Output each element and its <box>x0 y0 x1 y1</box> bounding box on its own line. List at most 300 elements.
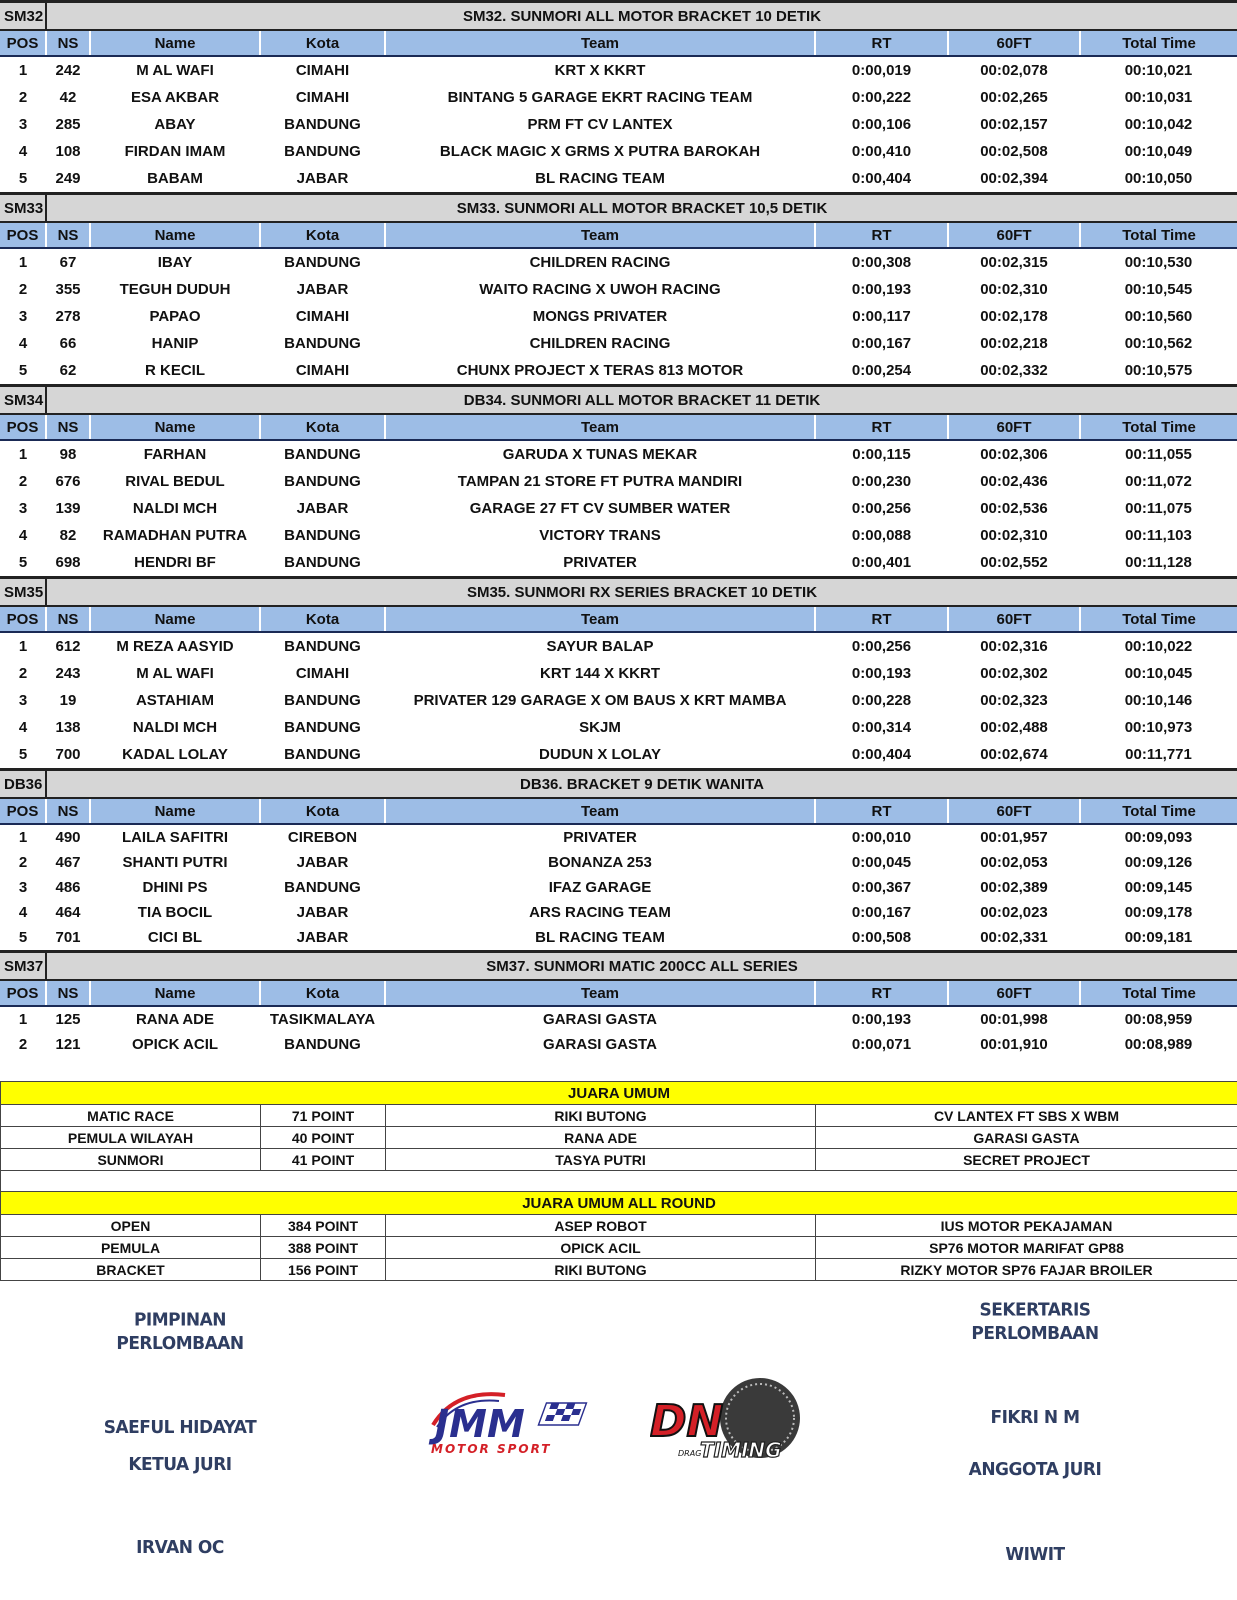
cell-60ft: 00:02,078 <box>980 62 1048 79</box>
cell-60ft: 00:02,310 <box>980 527 1048 544</box>
cell-rt: 0:00,367 <box>851 879 912 896</box>
cell-ns: 42 <box>59 89 77 106</box>
table-row <box>0 138 1237 165</box>
jmm-logo-text: JMM <box>435 1402 525 1446</box>
cell-kota: BANDUNG <box>284 746 361 763</box>
column-header-total-time: Total Time <box>1080 30 1237 56</box>
cell-team: ARS RACING TEAM <box>529 904 671 921</box>
summary-row <box>1 1259 1237 1281</box>
cell-ns: 490 <box>55 829 81 846</box>
column-header-name: Name <box>90 30 260 56</box>
cell-total-time: 00:09,126 <box>1124 854 1193 871</box>
summary-blank-row <box>1 1171 1237 1192</box>
cell-kota: BANDUNG <box>284 719 361 736</box>
cell-total-time: 00:09,181 <box>1124 929 1193 946</box>
column-header-name: Name <box>90 798 260 824</box>
table-row <box>0 741 1237 770</box>
cell-team: KRT X KKRT <box>554 62 646 79</box>
cell-ns: 62 <box>59 362 77 379</box>
column-header-ns: NS <box>46 798 90 824</box>
table-row <box>0 111 1237 138</box>
cell-pos: 4 <box>18 719 28 736</box>
cell-rt: 0:00,088 <box>851 527 912 544</box>
summary-cell-team: SECRET PROJECT <box>816 1149 1237 1171</box>
cell-kota: BANDUNG <box>284 116 361 133</box>
cell-name: RIVAL BEDUL <box>125 473 225 490</box>
cell-team: CHILDREN RACING <box>529 254 671 271</box>
column-header-team: Team <box>385 414 815 440</box>
cell-kota: CIMAHI <box>295 362 350 379</box>
cell-rt: 0:00,256 <box>851 638 912 655</box>
cell-ns: 98 <box>59 446 77 463</box>
cell-team: GARUDA X TUNAS MEKAR <box>502 446 698 463</box>
cell-name: FIRDAN IMAM <box>124 143 226 160</box>
cell-total-time: 00:11,055 <box>1125 446 1192 463</box>
summary-title: JUARA UMUM ALL ROUND <box>1 1192 1237 1215</box>
cell-rt: 0:00,019 <box>851 62 912 79</box>
cell-name: CICI BL <box>147 929 203 946</box>
cell-60ft: 00:02,178 <box>980 308 1048 325</box>
cell-total-time: 00:11,075 <box>1125 500 1192 517</box>
cell-pos: 3 <box>18 308 28 325</box>
summary-title: JUARA UMUM <box>1 1082 1237 1105</box>
summary-row <box>1 1105 1237 1127</box>
cell-team: SAYUR BALAP <box>546 638 654 655</box>
cell-name: RAMADHAN PUTRA <box>102 527 248 544</box>
cell-pos: 2 <box>18 665 28 682</box>
column-header-rt: RT <box>815 798 948 824</box>
cell-name: M REZA AASYID <box>116 638 234 655</box>
column-header-team: Team <box>385 222 815 248</box>
signature-left-role: PIMPINAN PERLOMBAAN <box>116 1309 244 1355</box>
cell-team: BL RACING TEAM <box>535 170 665 187</box>
cell-rt: 0:00,256 <box>851 500 912 517</box>
jmm-motorsport-logo <box>425 1385 605 1465</box>
cell-name: ABAY <box>154 116 196 133</box>
cell-60ft: 00:01,910 <box>980 1036 1048 1053</box>
column-header-row <box>0 414 1237 440</box>
cell-60ft: 00:02,552 <box>980 554 1048 571</box>
cell-ns: 701 <box>55 929 81 946</box>
cell-kota: BANDUNG <box>284 446 361 463</box>
cell-team: GARASI GASTA <box>543 1011 657 1028</box>
table-row <box>0 660 1237 687</box>
column-header-row <box>0 980 1237 1006</box>
signature-left-role2: KETUA JURI <box>128 1454 232 1476</box>
cell-rt: 0:00,230 <box>851 473 912 490</box>
column-header-60ft: 60FT <box>948 222 1080 248</box>
cell-total-time: 00:11,128 <box>1125 554 1192 571</box>
cell-ns: 121 <box>55 1036 81 1053</box>
cell-ns: 467 <box>55 854 81 871</box>
cell-ns: 242 <box>55 62 81 79</box>
column-header-60ft: 60FT <box>948 30 1080 56</box>
section-code: SM34 <box>0 386 46 415</box>
cell-pos: 1 <box>18 62 28 79</box>
signature-right-name: FIKRI N M <box>990 1407 1080 1429</box>
section-code: SM32 <box>0 2 46 31</box>
cell-name: PAPAO <box>149 308 201 325</box>
summary-cell-rider: RANA ADE <box>386 1127 816 1149</box>
cell-team: PRIVATER <box>563 554 637 571</box>
cell-team: CHUNX PROJECT X TERAS 813 MOTOR <box>456 362 744 379</box>
column-header-kota: Kota <box>260 414 385 440</box>
cell-pos: 1 <box>18 829 28 846</box>
column-header-pos: POS <box>0 798 46 824</box>
cell-total-time: 00:10,022 <box>1124 638 1193 655</box>
blank-cell <box>1 1171 1237 1192</box>
cell-rt: 0:00,193 <box>851 1011 912 1028</box>
column-header-ns: NS <box>46 606 90 632</box>
cell-kota: JABAR <box>296 281 349 298</box>
cell-team: DUDUN X LOLAY <box>539 746 661 763</box>
cell-60ft: 00:02,302 <box>980 665 1048 682</box>
summary-cell-team: RIZKY MOTOR SP76 FAJAR BROILER <box>816 1259 1237 1281</box>
table-row <box>0 276 1237 303</box>
cell-kota: JABAR <box>296 929 349 946</box>
cell-total-time: 00:08,989 <box>1124 1036 1193 1053</box>
cell-total-time: 00:10,021 <box>1124 62 1193 79</box>
cell-pos: 4 <box>18 904 28 921</box>
column-header-name: Name <box>90 606 260 632</box>
column-header-rt: RT <box>815 606 948 632</box>
cell-60ft: 00:02,316 <box>980 638 1048 655</box>
table-row <box>0 84 1237 111</box>
cell-ns: 278 <box>55 308 81 325</box>
cell-ns: 285 <box>55 116 81 133</box>
column-header-pos: POS <box>0 606 46 632</box>
cell-kota: CIMAHI <box>295 308 350 325</box>
table-row <box>0 1032 1237 1057</box>
table-row <box>0 549 1237 578</box>
column-header-60ft: 60FT <box>948 414 1080 440</box>
summary-cell-team: GARASI GASTA <box>816 1127 1237 1149</box>
cell-rt: 0:00,254 <box>851 362 912 379</box>
cell-pos: 1 <box>18 1011 28 1028</box>
jmm-logo-graphic <box>425 1385 605 1465</box>
cell-team: GARAGE 27 FT CV SUMBER WATER <box>469 500 731 517</box>
cell-total-time: 00:10,545 <box>1124 281 1193 298</box>
cell-60ft: 00:02,332 <box>980 362 1048 379</box>
cell-total-time: 00:11,771 <box>1125 746 1192 763</box>
cell-ns: 464 <box>55 904 81 921</box>
cell-total-time: 00:09,178 <box>1124 904 1193 921</box>
cell-pos: 3 <box>18 692 28 709</box>
table-row <box>0 925 1237 952</box>
cell-name: ASTAHIAM <box>135 692 215 709</box>
cell-kota: BANDUNG <box>284 638 361 655</box>
column-header-name: Name <box>90 980 260 1006</box>
cell-60ft: 00:02,157 <box>980 116 1048 133</box>
cell-kota: BANDUNG <box>284 254 361 271</box>
summary-cell-points: 40 POINT <box>261 1127 386 1149</box>
cell-kota: CIMAHI <box>295 89 350 106</box>
cell-kota: JABAR <box>296 904 349 921</box>
cell-team: CHILDREN RACING <box>529 335 671 352</box>
column-header-row <box>0 30 1237 56</box>
table-row <box>0 468 1237 495</box>
column-header-60ft: 60FT <box>948 980 1080 1006</box>
column-header-team: Team <box>385 980 815 1006</box>
cell-pos: 5 <box>18 554 28 571</box>
cell-pos: 3 <box>18 116 28 133</box>
column-header-ns: NS <box>46 414 90 440</box>
cell-kota: BANDUNG <box>284 554 361 571</box>
cell-kota: CIMAHI <box>295 665 350 682</box>
column-header-kota: Kota <box>260 222 385 248</box>
cell-ns: 243 <box>55 665 81 682</box>
summary-cell-category: BRACKET <box>1 1259 261 1281</box>
cell-pos: 5 <box>18 746 28 763</box>
cell-60ft: 00:02,053 <box>980 854 1048 871</box>
spacer <box>0 1057 1237 1081</box>
cell-total-time: 00:10,045 <box>1124 665 1193 682</box>
section-title: DB34. SUNMORI ALL MOTOR BRACKET 11 DETIK <box>46 386 1237 415</box>
cell-name: HENDRI BF <box>134 554 216 571</box>
cell-team: MONGS PRIVATER <box>532 308 668 325</box>
cell-rt: 0:00,106 <box>851 116 912 133</box>
cell-name: M AL WAFI <box>136 62 214 79</box>
cell-name: M AL WAFI <box>136 665 214 682</box>
summary-cell-rider: TASYA PUTRI <box>386 1149 816 1171</box>
cell-name: SHANTI PUTRI <box>122 854 228 871</box>
cell-team: PRM FT CV LANTEX <box>527 116 673 133</box>
cell-rt: 0:00,045 <box>851 854 912 871</box>
section-header <box>0 194 1237 223</box>
cell-rt: 0:00,228 <box>851 692 912 709</box>
table-row <box>0 632 1237 660</box>
column-header-rt: RT <box>815 30 948 56</box>
cell-name: IBAY <box>157 254 193 271</box>
column-header-60ft: 60FT <box>948 606 1080 632</box>
section-header <box>0 386 1237 415</box>
signature-right-role: SEKERTARIS PERLOMBAAN <box>971 1299 1099 1345</box>
cell-ns: 139 <box>55 500 81 517</box>
cell-total-time: 00:10,049 <box>1124 143 1193 160</box>
cell-kota: JABAR <box>296 500 349 517</box>
column-header-pos: POS <box>0 30 46 56</box>
summary-cell-points: 388 POINT <box>261 1237 386 1259</box>
cell-60ft: 00:02,488 <box>980 719 1048 736</box>
table-row <box>0 357 1237 386</box>
column-header-ns: NS <box>46 980 90 1006</box>
cell-pos: 4 <box>18 527 28 544</box>
cell-rt: 0:00,401 <box>851 554 912 571</box>
cell-pos: 5 <box>18 929 28 946</box>
cell-60ft: 00:02,674 <box>980 746 1048 763</box>
section-header <box>0 578 1237 607</box>
table-row <box>0 850 1237 875</box>
cell-kota: CIREBON <box>287 829 358 846</box>
section-title: SM33. SUNMORI ALL MOTOR BRACKET 10,5 DETIK <box>46 194 1237 223</box>
cell-pos: 1 <box>18 638 28 655</box>
cell-name: NALDI MCH <box>132 719 218 736</box>
cell-kota: BANDUNG <box>284 335 361 352</box>
cell-total-time: 00:11,072 <box>1125 473 1192 490</box>
table-row <box>0 714 1237 741</box>
cell-ns: 249 <box>55 170 81 187</box>
table-row <box>0 687 1237 714</box>
cell-60ft: 00:02,394 <box>980 170 1048 187</box>
summary-title-row <box>1 1082 1237 1105</box>
cell-60ft: 00:02,218 <box>980 335 1048 352</box>
cell-rt: 0:00,010 <box>851 829 912 846</box>
dn-drag-timing-logo <box>650 1378 820 1468</box>
cell-total-time: 00:10,042 <box>1124 116 1193 133</box>
column-header-rt: RT <box>815 414 948 440</box>
cell-kota: CIMAHI <box>295 62 350 79</box>
summary-row <box>1 1215 1237 1237</box>
cell-kota: JABAR <box>296 854 349 871</box>
cell-pos: 4 <box>18 143 28 160</box>
column-header-total-time: Total Time <box>1080 980 1237 1006</box>
column-header-ns: NS <box>46 222 90 248</box>
cell-total-time: 00:10,560 <box>1124 308 1193 325</box>
cell-pos: 3 <box>18 879 28 896</box>
column-header-kota: Kota <box>260 606 385 632</box>
section-title: SM35. SUNMORI RX SERIES BRACKET 10 DETIK <box>46 578 1237 607</box>
cell-ns: 108 <box>55 143 81 160</box>
cell-pos: 5 <box>18 362 28 379</box>
column-header-kota: Kota <box>260 30 385 56</box>
dn-logo-subtext: TIMING <box>700 1438 782 1462</box>
cell-60ft: 00:02,023 <box>980 904 1048 921</box>
cell-name: KADAL LOLAY <box>122 746 228 763</box>
cell-60ft: 00:02,310 <box>980 281 1048 298</box>
cell-name: RANA ADE <box>135 1011 215 1028</box>
column-header-row <box>0 222 1237 248</box>
column-header-ns: NS <box>46 30 90 56</box>
cell-60ft: 00:02,306 <box>980 446 1048 463</box>
cell-total-time: 00:10,575 <box>1124 362 1193 379</box>
cell-total-time: 00:09,093 <box>1124 829 1193 846</box>
cell-rt: 0:00,117 <box>852 308 911 325</box>
cell-ns: 355 <box>55 281 81 298</box>
cell-pos: 2 <box>18 854 28 871</box>
column-header-team: Team <box>385 30 815 56</box>
column-header-name: Name <box>90 414 260 440</box>
section-title: SM37. SUNMORI MATIC 200CC ALL SERIES <box>46 952 1237 981</box>
column-header-pos: POS <box>0 980 46 1006</box>
summary-cell-points: 41 POINT <box>261 1149 386 1171</box>
column-header-60ft: 60FT <box>948 798 1080 824</box>
summary-row <box>1 1127 1237 1149</box>
signature-right-name2: WIWIT <box>1005 1544 1065 1566</box>
cell-ns: 138 <box>55 719 81 736</box>
cell-name: ESA AKBAR <box>130 89 220 106</box>
juara-umum-table <box>0 1081 1237 1281</box>
cell-team: BL RACING TEAM <box>535 929 665 946</box>
dn-logo-text: DN <box>650 1396 724 1447</box>
checkered-flag-icon <box>538 1403 586 1425</box>
table-row <box>0 303 1237 330</box>
cell-total-time: 00:10,050 <box>1124 170 1193 187</box>
column-header-team: Team <box>385 798 815 824</box>
cell-name: BABAM <box>147 170 203 187</box>
summary-cell-team: SP76 MOTOR MARIFAT GP88 <box>816 1237 1237 1259</box>
cell-rt: 0:00,167 <box>851 904 912 921</box>
cell-team: BONANZA 253 <box>548 854 652 871</box>
signature-right-role2: ANGGOTA JURI <box>968 1459 1102 1481</box>
cell-60ft: 00:02,315 <box>980 254 1048 271</box>
column-header-rt: RT <box>815 980 948 1006</box>
cell-rt: 0:00,115 <box>852 446 911 463</box>
cell-ns: 700 <box>55 746 81 763</box>
summary-cell-points: 384 POINT <box>261 1215 386 1237</box>
cell-total-time: 00:11,103 <box>1125 527 1192 544</box>
column-header-pos: POS <box>0 414 46 440</box>
cell-kota: TASIKMALAYA <box>269 1011 376 1028</box>
cell-kota: BANDUNG <box>284 879 361 896</box>
table-row <box>0 900 1237 925</box>
column-header-kota: Kota <box>260 798 385 824</box>
table-row <box>0 824 1237 850</box>
section-code: SM35 <box>0 578 46 607</box>
cell-ns: 67 <box>59 254 77 271</box>
cell-pos: 1 <box>18 446 28 463</box>
section-title: SM32. SUNMORI ALL MOTOR BRACKET 10 DETIK <box>46 2 1237 31</box>
cell-total-time: 00:10,146 <box>1124 692 1193 709</box>
summary-cell-team: IUS MOTOR PEKAJAMAN <box>816 1215 1237 1237</box>
summary-cell-category: OPEN <box>1 1215 261 1237</box>
section-header <box>0 2 1237 31</box>
column-header-total-time: Total Time <box>1080 414 1237 440</box>
cell-name: HANIP <box>151 335 199 352</box>
cell-team: SKJM <box>579 719 621 736</box>
cell-kota: BANDUNG <box>284 692 361 709</box>
cell-rt: 0:00,308 <box>851 254 912 271</box>
cell-rt: 0:00,404 <box>851 170 912 187</box>
cell-pos: 2 <box>18 89 28 106</box>
cell-60ft: 00:01,957 <box>980 829 1048 846</box>
cell-rt: 0:00,314 <box>851 719 912 736</box>
summary-row <box>1 1237 1237 1259</box>
cell-team: IFAZ GARAGE <box>548 879 652 896</box>
cell-pos: 1 <box>18 254 28 271</box>
section-header <box>0 770 1237 799</box>
cell-60ft: 00:02,436 <box>980 473 1048 490</box>
cell-team: TAMPAN 21 STORE FT PUTRA MANDIRI <box>457 473 743 490</box>
cell-team: PRIVATER 129 GARAGE X OM BAUS X KRT MAMBA <box>413 692 787 709</box>
summary-cell-category: PEMULA WILAYAH <box>1 1127 261 1149</box>
table-row <box>0 248 1237 276</box>
table-row <box>0 165 1237 194</box>
column-header-total-time: Total Time <box>1080 222 1237 248</box>
summary-cell-rider: OPICK ACIL <box>386 1237 816 1259</box>
table-row <box>0 56 1237 84</box>
summary-cell-category: SUNMORI <box>1 1149 261 1171</box>
cell-rt: 0:00,071 <box>851 1036 912 1053</box>
cell-pos: 5 <box>18 170 28 187</box>
table-row <box>0 522 1237 549</box>
column-header-pos: POS <box>0 222 46 248</box>
cell-rt: 0:00,410 <box>851 143 912 160</box>
section-code: SM37 <box>0 952 46 981</box>
cell-team: PRIVATER <box>563 829 637 846</box>
section-code: SM33 <box>0 194 46 223</box>
table-row <box>0 875 1237 900</box>
column-header-team: Team <box>385 606 815 632</box>
cell-60ft: 00:02,536 <box>980 500 1048 517</box>
summary-cell-category: MATIC RACE <box>1 1105 261 1127</box>
cell-rt: 0:00,404 <box>851 746 912 763</box>
cell-pos: 2 <box>18 473 28 490</box>
cell-team: BINTANG 5 GARAGE EKRT RACING TEAM <box>447 89 753 106</box>
cell-pos: 4 <box>18 335 28 352</box>
cell-rt: 0:00,508 <box>851 929 912 946</box>
cell-pos: 3 <box>18 500 28 517</box>
cell-name: NALDI MCH <box>132 500 218 517</box>
